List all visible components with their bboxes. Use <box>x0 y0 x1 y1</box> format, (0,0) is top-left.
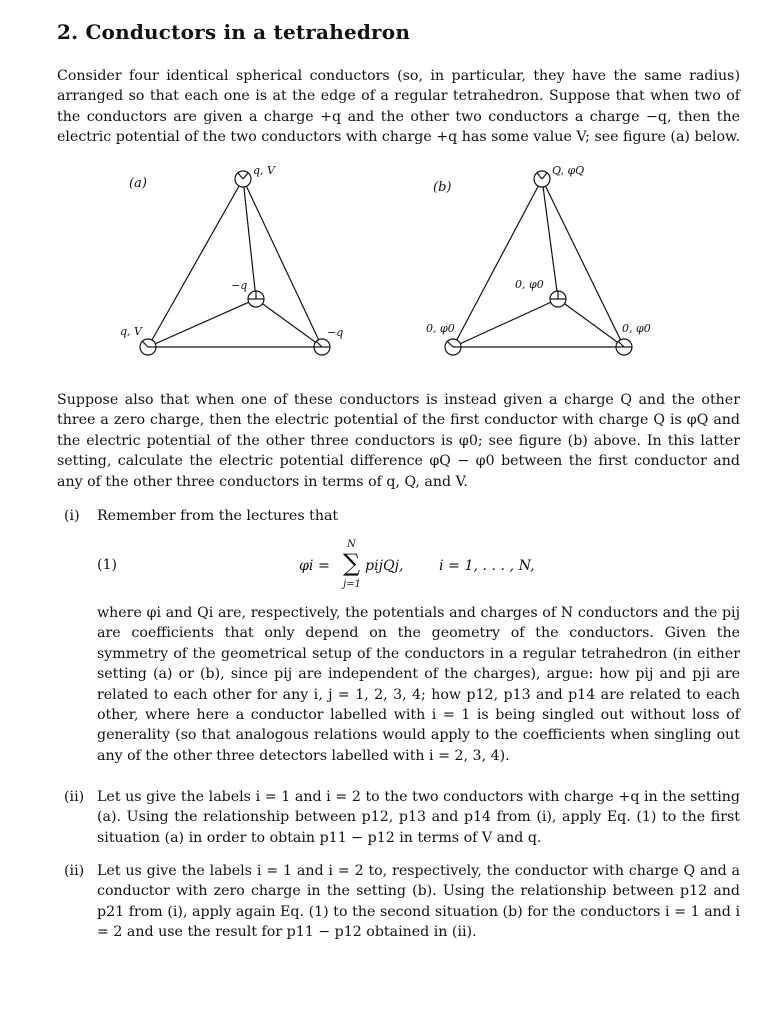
figure-a-labels <box>120 164 343 339</box>
conductor-a-left <box>140 339 156 355</box>
item-ii-b-text: Let us give the labels i = 1 and i = 2 to, respectively, the conductor with charge Q and a conductor with zero charge in the setting (b). Using the relationship between p12 and p21 from (i), apply again Eq. (1) to the second situation (b) for the conductors i = 1 and i = 2 and use the result for p11 − p12 obtained in (ii). <box>97 863 740 941</box>
equation-rhs: pijQj, <box>365 558 404 574</box>
conductor-a-middle <box>248 291 264 307</box>
edge-a-right-middle <box>256 299 322 347</box>
item-i-continuation: where φi and Qi are, respectively, the potentials and charges of N conductors and the pij are coefficients that only depend on the geometry of the conductors. Given the symmetry of the geometrical setup of the conductors in a regular tetrahedron (in either setting (a) or (b), since pij are independent of the charges), argue: how pij and pji are related to each other for any i, j = 1, 2, 3, 4; how p12, p13 and p14 are related to each other, where here a conductor labelled with i = 1 is being singled out without loss of generality (so that analogous relations would apply to the coefficients when singling out any of the other three detectors labelled with i = 2, 3, 4). <box>97 605 740 764</box>
equation-sum-symbol: ∑ <box>343 549 361 577</box>
conductor-b-left <box>445 339 461 355</box>
figure-b-labels <box>426 164 651 335</box>
conductor-a-right <box>314 339 330 355</box>
conductor-a-top <box>235 171 251 187</box>
item-i <box>64 506 740 526</box>
item-i-text: Remember from the lectures that <box>97 508 339 524</box>
figure-a-panel-label: (a) <box>129 176 147 191</box>
equation-lhs: φi = <box>299 558 330 574</box>
edge-a-left-middle <box>148 299 256 347</box>
equation-1 <box>97 539 740 593</box>
intro-paragraph: Consider four identical spherical conductors (so, in particular, they have the same radius) arranged so that each one is at the edge of a regular tetrahedron. Suppose that when two of the conductors are given a charge +q and the other two conductors a charge −q, then the electric potential of the two conductors with charge +q has some value V; see figure (a) below. <box>57 68 740 146</box>
edge-b-left-middle <box>453 299 558 347</box>
equation-sum-lower: j=1 <box>343 579 361 590</box>
item-ii-a <box>64 787 740 848</box>
equation-sum-upper: N <box>347 539 356 550</box>
edge-b-right-middle <box>558 299 624 347</box>
figure-b <box>445 171 632 355</box>
item-ii-a-label: (ii) <box>64 789 85 805</box>
figure-b-right-label: 0, φ0 <box>622 322 651 335</box>
tetrahedron-diagrams <box>0 160 777 380</box>
equation-number: (1) <box>97 557 118 573</box>
equation-math <box>299 539 659 593</box>
figure-b-middle-label: 0, φ0 <box>515 278 544 291</box>
edge-b-top-right <box>542 179 624 347</box>
equation-range: i = 1, . . . , N, <box>439 558 535 574</box>
figure-a-middle-label: −q <box>231 279 248 292</box>
figure-b-panel-label: (b) <box>433 180 452 195</box>
figure-b-left-label: 0, φ0 <box>426 322 455 335</box>
edge-a-top-right <box>243 179 322 347</box>
item-ii-b-label: (ii) <box>64 863 85 879</box>
item-i-label: (i) <box>64 508 80 524</box>
conductor-b-middle <box>550 291 566 307</box>
section-title: 2. Conductors in a tetrahedron <box>57 20 411 44</box>
conductor-b-right <box>616 339 632 355</box>
setup-paragraph: Suppose also that when one of these conductors is instead given a charge Q and the other three a zero charge, then the electric potential of the first conductor with charge Q is φQ and the electric potential of the other three conductors is φ0; see figure (b) above. In this latter setting, calculate the electric potential difference φQ − φ0 between the first conductor and any of the other three conductors in terms of q, Q, and V. <box>57 392 740 490</box>
figure-a-top-label: q, V <box>253 164 275 177</box>
figure-a-left-label: q, V <box>120 325 142 338</box>
conductor-b-top <box>534 171 550 187</box>
edge-b-top-middle <box>542 179 558 299</box>
figure-b-top-label: Q, φQ <box>552 164 585 177</box>
item-ii-a-text: Let us give the labels i = 1 and i = 2 to the two conductors with charge +q in the setting (a). Using the relationship between p12, p13 and p14 from (i), apply Eq. (1) to the first situation (a) in order to obtain p11 − p12 in terms of V and q. <box>97 789 740 846</box>
edge-b-top-left <box>453 179 542 347</box>
tetrahedron-figure <box>0 160 777 380</box>
figure-a <box>140 171 330 355</box>
figure-a-right-label: −q <box>327 326 344 339</box>
item-ii-b <box>64 861 740 943</box>
edge-a-top-left <box>148 179 243 347</box>
